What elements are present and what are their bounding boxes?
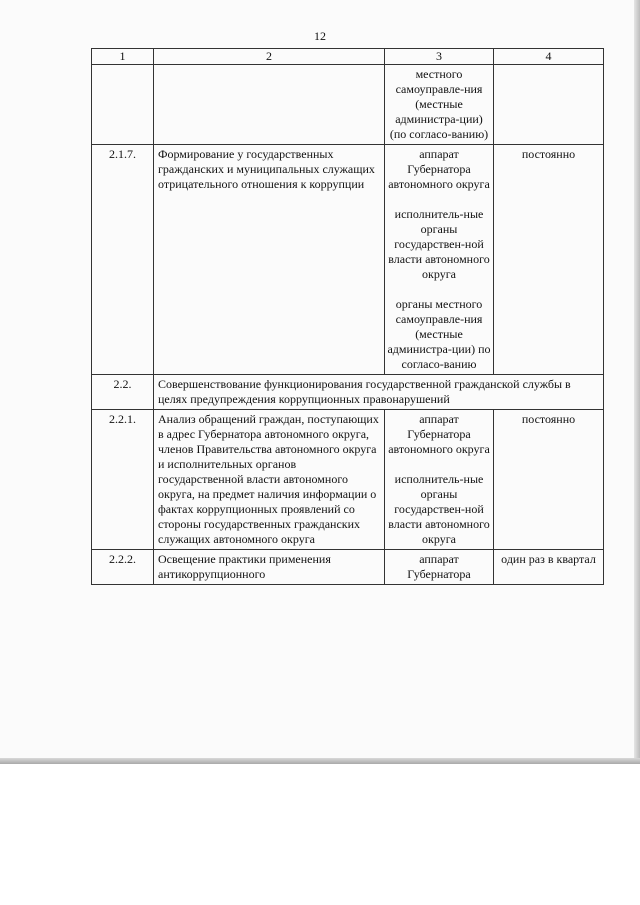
executor: исполнитель-ные органы государствен-ной власти автономного округа [388,207,490,281]
scan-edge-bottom [0,758,640,764]
table-row [92,145,604,375]
section-row [92,375,604,410]
executor-cell [385,410,494,550]
page-number: 12 [314,29,326,43]
term [494,65,604,145]
term: один раз в квартал [494,550,604,585]
executor-cell [385,145,494,375]
measure-text: Анализ обращений граждан, поступающих в адрес Губернатора автономного округа, членов Правительства автономного округа и исполнительных органов государственной власти автономного округа, на предмет наличия информации о фактах коррупционных проявлений со стороны государственных гражданских служащих автономного округа [154,410,385,550]
measures-table [91,48,604,585]
measure-text: Формирование у государственных гражданских и муниципальных служащих отрицательного отношения к коррупции [154,145,385,375]
column-number: 1 [92,49,154,65]
column-number: 3 [385,49,494,65]
executor-cell [385,550,494,585]
executor: исполнитель-ные органы государствен-ной власти автономного округа [388,472,490,546]
executor: аппарат Губернатора автономного округа [388,147,490,191]
table-row [92,550,604,585]
column-number: 2 [154,49,385,65]
measure-text [154,65,385,145]
term: постоянно [494,145,604,375]
table-row [92,65,604,145]
column-number: 4 [494,49,604,65]
executor: аппарат Губернатора автономного округа [388,412,490,456]
section-title: Совершенствование функционирования государственной гражданской службы в целях предупреждения коррупционных правонарушений [154,375,604,410]
executor: местного самоуправле-ния (местные администра-ции) (по согласо-ванию) [389,67,489,141]
executor: аппарат Губернатора [407,552,471,581]
measure-text: Освещение практики применения антикоррупционного [154,550,385,585]
executor-cell [385,65,494,145]
row-number [92,65,154,145]
term: постоянно [494,410,604,550]
row-number: 2.2.2. [92,550,154,585]
executor: органы местного самоуправле-ния (местные администра-ции) по согласо-ванию [387,297,491,371]
column-number-row [92,49,604,65]
table-row [92,410,604,550]
section-number: 2.2. [92,375,154,410]
scan-edge-right [634,0,640,762]
row-number: 2.1.7. [92,145,154,375]
row-number: 2.2.1. [92,410,154,550]
